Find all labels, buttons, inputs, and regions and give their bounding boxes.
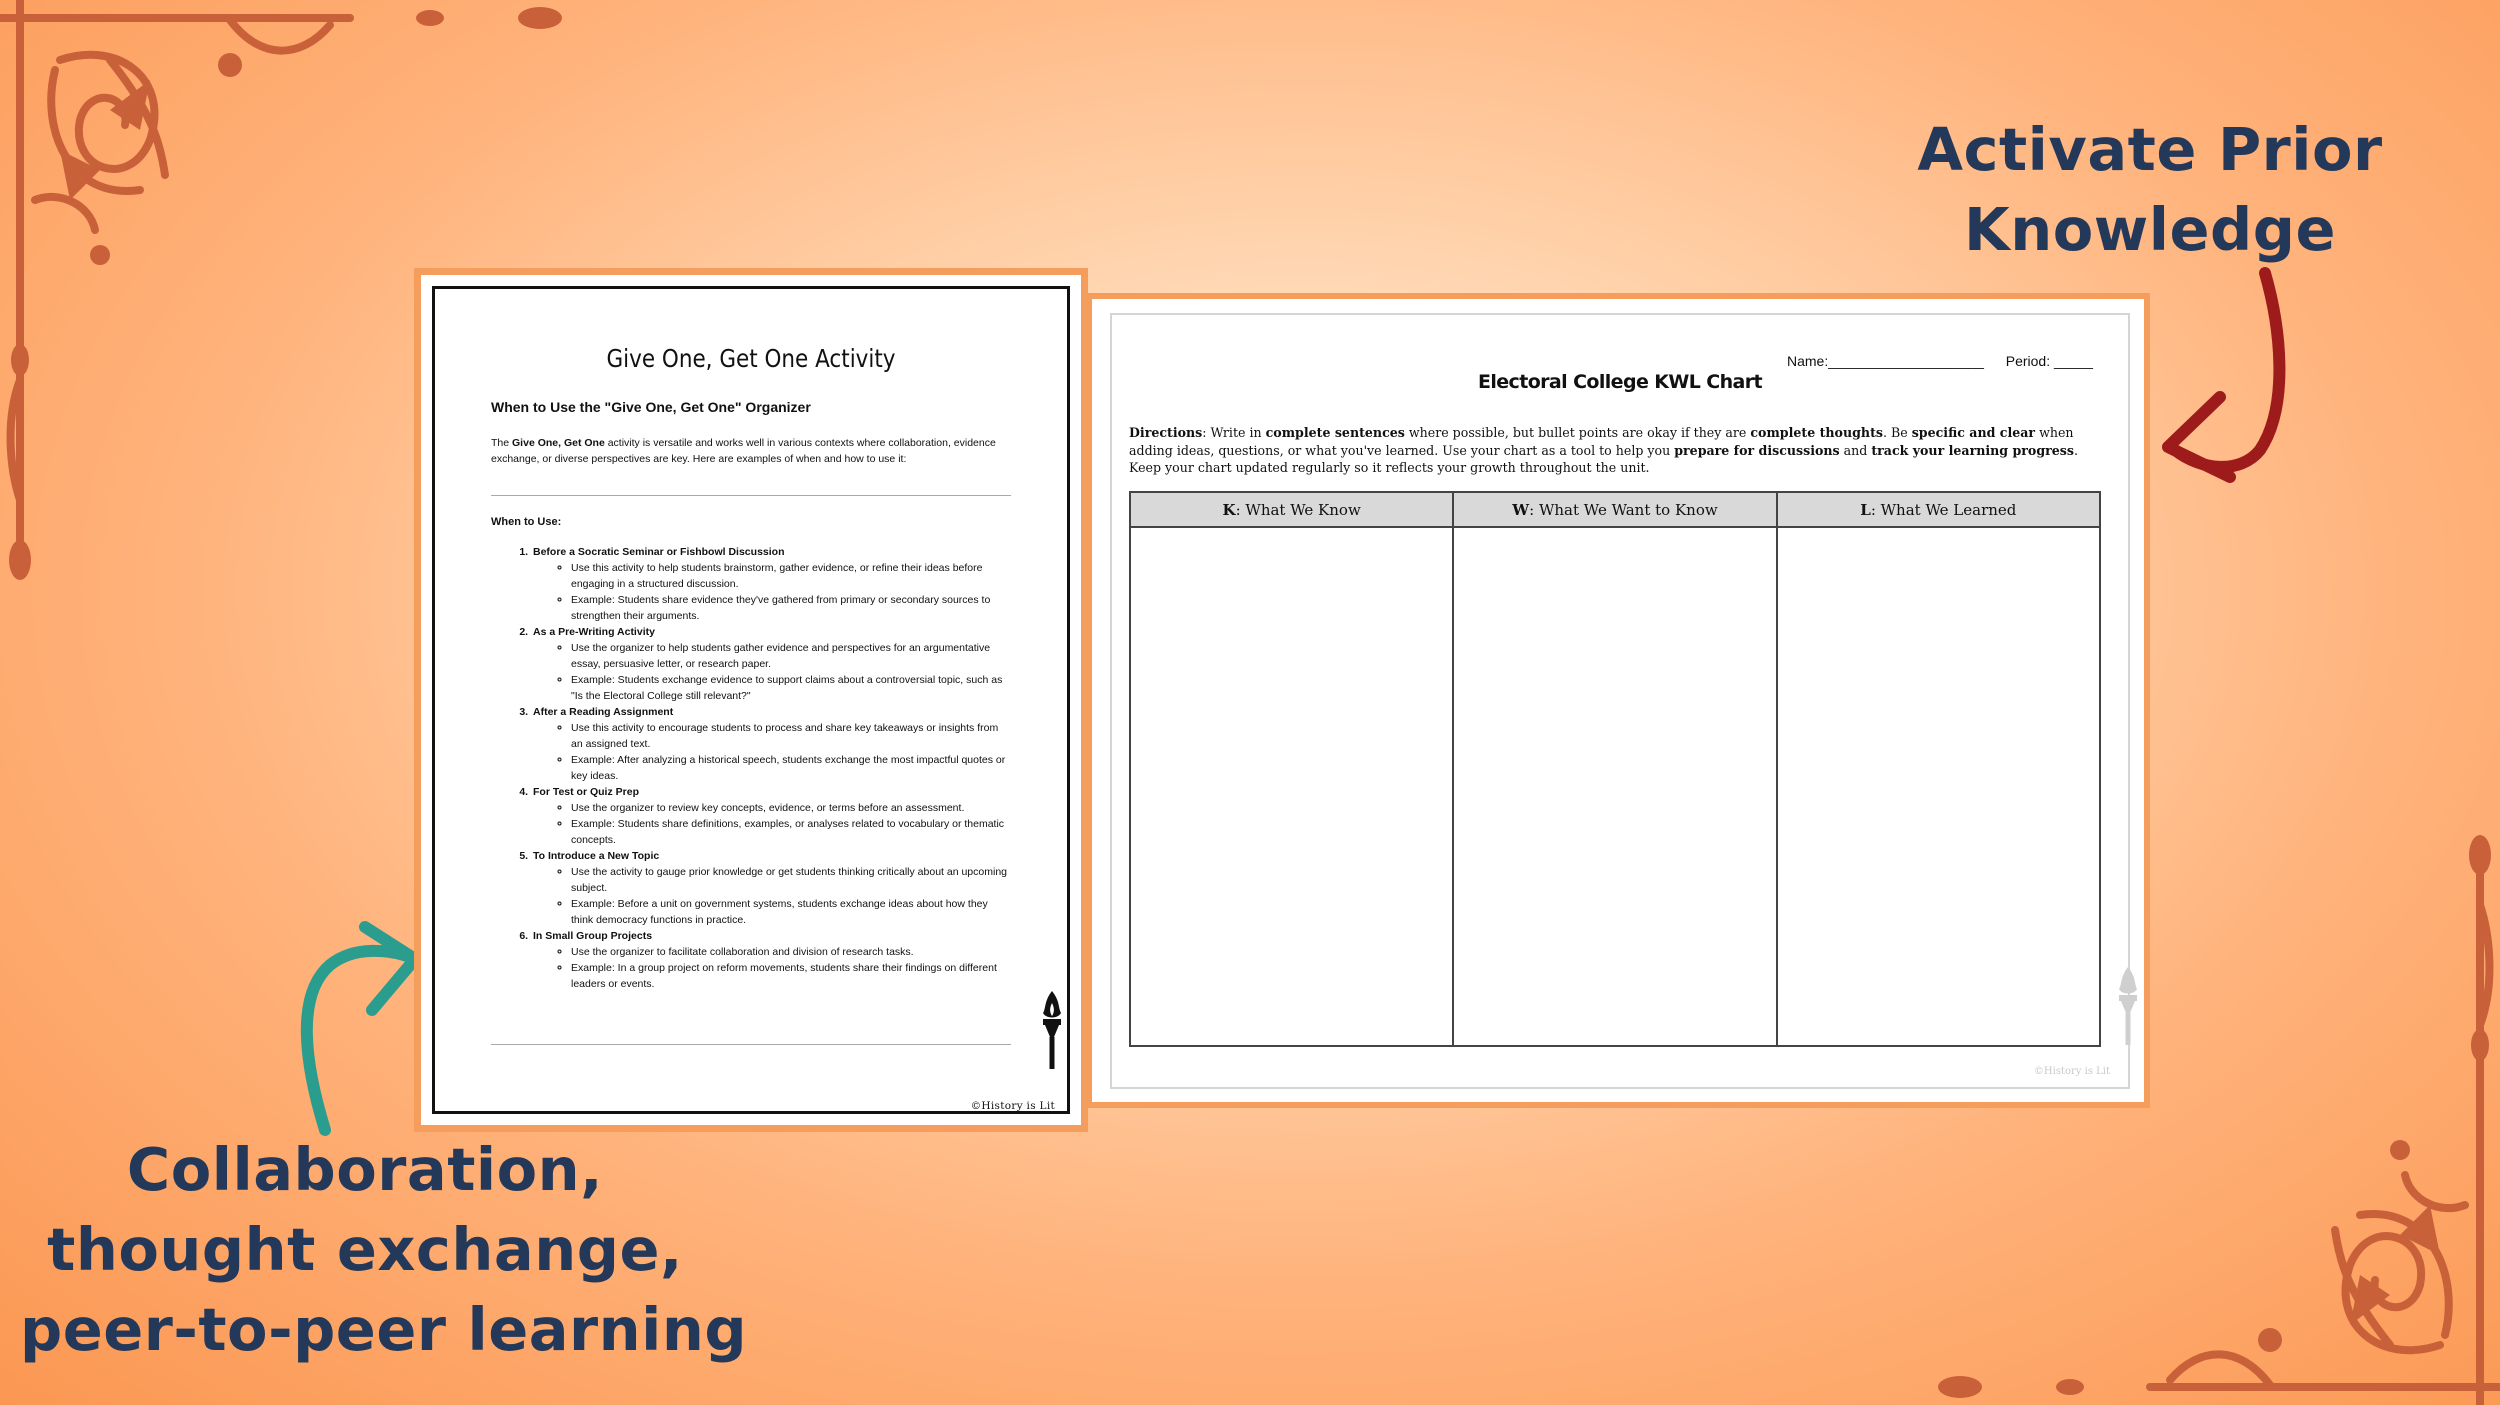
usage-bullet: ◦ Use this activity to help students brainstorm, gather evidence, or refine their ideas before engaging in a structured discussion. <box>571 560 1011 592</box>
torch-icon <box>2116 965 2140 1047</box>
usage-item <box>531 928 1011 992</box>
callout-collaboration <box>20 1130 748 1370</box>
directions-part: where possible, but bullet points are okay if they are <box>1404 425 1751 440</box>
directions-part: . Keep your chart updated regularly so it reflects your growth throughout the unit. <box>1129 442 2078 475</box>
callout-line: thought exchange, <box>47 1215 683 1284</box>
usage-bullets <box>533 944 1011 992</box>
torch-icon <box>1040 989 1064 1071</box>
callout-line: peer-to-peer learning <box>20 1295 748 1364</box>
column-letter: L <box>1860 500 1871 519</box>
when-to-use-label: When to Use: <box>491 516 562 528</box>
column-label: : What We Want to Know <box>1529 500 1718 519</box>
usage-bullet: ◦ Example: Students share definitions, examples, or analyses related to vocabulary or thematic concepts. <box>571 816 1011 848</box>
period-label: Period: _____ <box>2005 353 2093 369</box>
usage-item <box>531 848 1011 928</box>
callout-line: Activate Prior <box>1917 115 2383 184</box>
usage-item-title: To Introduce a New Topic <box>533 850 660 862</box>
usage-item-title: For Test or Quiz Prep <box>533 786 639 798</box>
usage-bullet: ◦ Use this activity to encourage students to process and share key takeaways or insights from an assigned text. <box>571 720 1011 752</box>
directions-text <box>1129 424 2098 477</box>
callout-activate-prior-knowledge <box>1890 110 2410 270</box>
usage-item-title: Before a Socratic Seminar or Fishbowl Discussion <box>533 546 785 558</box>
worksheet-border <box>432 286 1070 1114</box>
kwl-cell-l <box>1777 527 2100 1046</box>
name-label: Name:____________________ <box>1787 353 1984 369</box>
column-label: : What We Learned <box>1870 500 2017 519</box>
directions-part: : Write in <box>1202 425 1266 440</box>
usage-bullet: ◦ Example: After analyzing a historical speech, students exchange the most impactful quotes or key ideas. <box>571 752 1011 784</box>
kwl-column-header-w <box>1453 492 1776 527</box>
directions-bold: track your learning progress <box>1871 442 2074 458</box>
kwl-cell-k <box>1130 527 1453 1046</box>
directions-part: and <box>1839 442 1872 458</box>
usage-bullets <box>533 800 1011 848</box>
usage-bullets <box>533 864 1011 928</box>
kwl-header-row <box>1130 492 2100 527</box>
usage-bullet: ◦ Example: In a group project on reform movements, students share their findings on different leaders or events. <box>571 960 1011 992</box>
usage-item <box>531 544 1011 624</box>
usage-item-title: After a Reading Assignment <box>533 706 674 718</box>
divider <box>491 495 1011 496</box>
usage-bullet: ◦ Use the activity to gauge prior knowledge or get students thinking critically about an upcoming subject. <box>571 864 1011 896</box>
directions-bold: Directions <box>1129 425 1203 440</box>
column-label: : What We Know <box>1235 500 1361 519</box>
usage-item-title: As a Pre-Writing Activity <box>533 626 655 638</box>
brand-watermark: ©History is Lit <box>2033 1066 2110 1077</box>
kwl-chart-worksheet <box>1086 293 2150 1108</box>
kwl-cell-w <box>1453 527 1776 1046</box>
divider <box>491 1044 1011 1045</box>
kwl-table <box>1129 491 2101 1047</box>
callout-line: Knowledge <box>1964 195 2336 264</box>
brand-watermark: ©History is Lit <box>970 1100 1055 1112</box>
usage-item-title: In Small Group Projects <box>533 930 653 942</box>
intro-bold: Give One, Get One <box>512 437 605 449</box>
column-letter: K <box>1222 500 1236 519</box>
worksheet-page <box>1092 299 2144 1102</box>
usage-bullet: ◦ Example: Before a unit on government systems, students exchange ideas about how they think democracy functions in practice. <box>571 896 1011 928</box>
kwl-column-header-k <box>1130 492 1453 527</box>
kwl-column-header-l <box>1777 492 2100 527</box>
directions-bold: specific and clear <box>1911 425 2036 440</box>
intro-text: activity is versatile and works well in various contexts where collaboration, evidence exchange, or diverse perspectives are key. Here are examples of when and how to use it: <box>491 437 996 465</box>
usage-list <box>491 544 1011 992</box>
callout-line: Collaboration, <box>126 1135 604 1204</box>
worksheet-border <box>1110 313 2130 1089</box>
worksheet-title: Electoral College KWL Chart <box>1477 371 1763 393</box>
give-one-get-one-worksheet <box>414 268 1088 1132</box>
worksheet-intro <box>491 435 1011 467</box>
usage-bullet: ◦ Example: Students share evidence they've gathered from primary or secondary sources to strengthen their arguments. <box>571 592 1011 624</box>
intro-text: The <box>491 437 513 449</box>
red-curved-arrow-icon <box>2150 265 2330 505</box>
directions-part: when adding ideas, questions, or what you've learned. Use your chart as a tool to help you <box>1129 425 2074 458</box>
name-period-line <box>1787 353 2093 369</box>
directions-bold: complete thoughts <box>1750 425 1883 440</box>
usage-bullet: ◦ Use the organizer to help students gather evidence and perspectives for an argumentative essay, persuasive letter, or research paper. <box>571 640 1011 672</box>
usage-bullets <box>533 720 1011 784</box>
usage-bullets <box>533 560 1011 624</box>
usage-item <box>531 704 1011 784</box>
usage-bullet: ◦ Example: Students exchange evidence to support claims about a controversial topic, such as "Is the Electoral College still relevant?" <box>571 672 1011 704</box>
usage-item <box>531 624 1011 704</box>
usage-bullets <box>533 640 1011 704</box>
worksheet-page <box>421 275 1081 1125</box>
directions-part: . Be <box>1883 425 1912 440</box>
column-letter: W <box>1512 500 1530 519</box>
worksheet-title: Give One, Get One Activity <box>606 344 896 373</box>
usage-bullet: ◦ Use the organizer to review key concepts, evidence, or terms before an assessment. <box>571 800 1011 816</box>
usage-bullet: ◦ Use the organizer to facilitate collaboration and division of research tasks. <box>571 944 1011 960</box>
usage-item <box>531 784 1011 848</box>
directions-bold: complete sentences <box>1265 425 1405 440</box>
kwl-body-row <box>1130 527 2100 1046</box>
directions-bold: prepare for discussions <box>1674 442 1840 458</box>
worksheet-heading: When to Use the "Give One, Get One" Organizer <box>491 399 811 415</box>
